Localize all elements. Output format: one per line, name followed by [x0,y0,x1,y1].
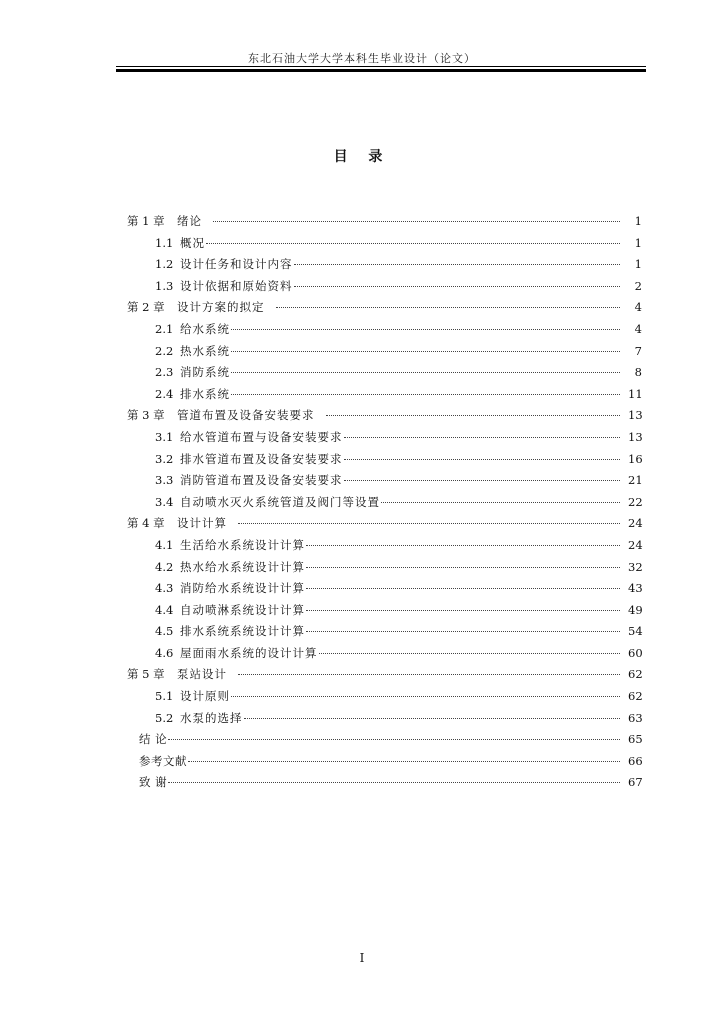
toc-entry-number: 第 2 章 [127,300,165,315]
toc-entry-number: 2.3 [155,365,174,380]
toc-title: 目 录 [333,149,391,165]
toc-entry-page: 4 [634,321,642,336]
page-number: I [359,951,365,965]
toc-entry-number: 2.2 [155,343,174,358]
toc-entry-label: 设计依据和原始资料 [180,278,293,293]
toc-entry-page: 11 [628,386,643,401]
toc-leader-dots [188,749,620,762]
toc-entry-label: 管道布置及设备安装要求 [177,408,315,423]
toc-entry-page: 22 [628,494,643,509]
toc-entry-page: 16 [628,451,643,466]
header-rule-thick [116,69,646,72]
toc-entry-label: 绪论 [177,214,202,228]
toc-leader-dots [244,706,621,719]
toc-entry-page: 62 [628,689,643,704]
toc-entry-number: 4.3 [155,581,174,596]
toc-entry-label: 排水系统系统设计计算 [180,624,305,639]
toc-entry-label: 消防管道布置及设备安装要求 [180,473,343,488]
toc-entry-page: 1 [634,257,642,272]
toc-leader-dots [344,468,621,481]
toc-leader-dots [231,382,620,395]
table-of-contents [127,212,642,795]
toc-entry-page: 67 [628,775,643,790]
toc-entry-page: 24 [628,516,643,531]
toc-leader-dots [238,662,620,675]
toc-leader-dots [381,490,620,503]
toc-entry-page: 1 [634,214,642,228]
toc-entry[interactable] [127,773,642,795]
toc-entry-number: 第 5 章 [127,667,165,682]
toc-entry-page: 43 [628,581,643,596]
toc-leader-dots [319,641,621,654]
toc-entry-page: 63 [628,710,643,725]
toc-entry-label: 消防系统 [180,365,230,380]
toc-entry-page: 13 [628,408,643,423]
toc-leader-dots [168,770,620,783]
toc-entry-label: 屋面雨水系统的设计计算 [180,645,318,660]
toc-entry-page: 13 [628,429,643,444]
toc-leader-dots [306,598,620,611]
toc-entry-page: 62 [628,667,643,682]
toc-leader-dots [344,425,621,438]
toc-entry-label: 设计计算 [177,516,227,531]
toc-entry-page: 8 [634,365,642,380]
toc-entry-number: 4.6 [155,645,174,660]
toc-entry-number: 3.2 [155,451,174,466]
toc-leader-dots [231,360,620,373]
toc-entry-number: 4.5 [155,624,174,639]
toc-entry-label: 热水系统 [180,343,230,358]
toc-leader-dots [326,403,621,416]
toc-entry-number: 1.2 [155,257,174,272]
running-header: 东北石油大学大学本科生毕业设计（论文） [248,52,476,65]
toc-entry-number: 3.1 [155,429,174,444]
toc-entry-number: 2.1 [155,321,174,336]
toc-entry-label: 参考文献 [139,753,187,768]
toc-entry-number: 1.1 [155,235,174,250]
toc-entry-number: 5.1 [155,689,174,704]
header-rule-thin [116,66,646,67]
toc-leader-dots [276,295,621,308]
toc-entry-page: 21 [628,473,643,488]
toc-entry-label: 设计方案的拟定 [177,300,265,315]
toc-entry-page: 66 [628,753,643,768]
toc-entry-page: 4 [634,300,642,315]
toc-leader-dots [231,339,620,352]
toc-leader-dots [231,684,620,697]
toc-entry-label: 结 论 [139,732,168,747]
toc-leader-dots [294,274,621,287]
toc-leader-dots [238,511,620,524]
toc-entry-page: 54 [628,624,643,639]
toc-leader-dots [168,727,620,740]
toc-entry-label: 自动喷淋系统设计计算 [180,602,305,617]
toc-leader-dots [306,576,620,589]
toc-entry-page: 49 [628,602,643,617]
toc-entry-label: 泵站设计 [177,667,227,682]
toc-entry-page: 7 [634,343,642,358]
toc-entry-page: 24 [628,537,643,552]
toc-entry-label: 消防给水系统设计计算 [180,581,305,596]
toc-entry-number: 4.1 [155,537,174,552]
toc-entry-page: 1 [634,235,642,250]
toc-entry-number: 4.4 [155,602,174,617]
toc-entry-number: 第 1 章 [127,214,165,228]
toc-entry-page: 65 [628,732,643,747]
toc-leader-dots [306,555,620,568]
toc-entry-label: 给水系统 [180,321,230,336]
toc-leader-dots [213,209,620,222]
toc-entry-label: 设计任务和设计内容 [180,257,293,272]
toc-entry-label: 给水管道布置与设备安装要求 [180,429,343,444]
toc-leader-dots [231,317,620,330]
toc-entry-number: 1.3 [155,278,174,293]
toc-entry-page: 60 [628,645,643,660]
toc-entry-label: 致 谢 [139,775,168,790]
toc-leader-dots [206,231,620,244]
toc-entry-number: 2.4 [155,386,174,401]
toc-entry-label: 自动喷水灭火系统管道及阀门等设置 [180,494,380,509]
toc-entry-number: 5.2 [155,710,174,725]
toc-entry-label: 排水管道布置及设备安装要求 [180,451,343,466]
toc-entry-label: 热水给水系统设计计算 [180,559,305,574]
toc-entry-number: 3.4 [155,494,174,509]
toc-entry-page: 2 [634,278,642,293]
toc-entry-label: 概况 [180,235,205,250]
toc-leader-dots [306,619,620,632]
toc-entry-label: 设计原则 [180,689,230,704]
toc-leader-dots [294,252,621,265]
toc-leader-dots [306,533,620,546]
toc-entry-number: 第 4 章 [127,516,165,531]
toc-entry-label: 生活给水系统设计计算 [180,537,305,552]
toc-entry-number: 4.2 [155,559,174,574]
toc-entry-page: 32 [628,559,643,574]
toc-entry-label: 排水系统 [180,386,230,401]
toc-leader-dots [344,447,621,460]
toc-entry-label: 水泵的选择 [180,710,243,725]
toc-entry-number: 3.3 [155,473,174,488]
toc-entry-number: 第 3 章 [127,408,165,423]
